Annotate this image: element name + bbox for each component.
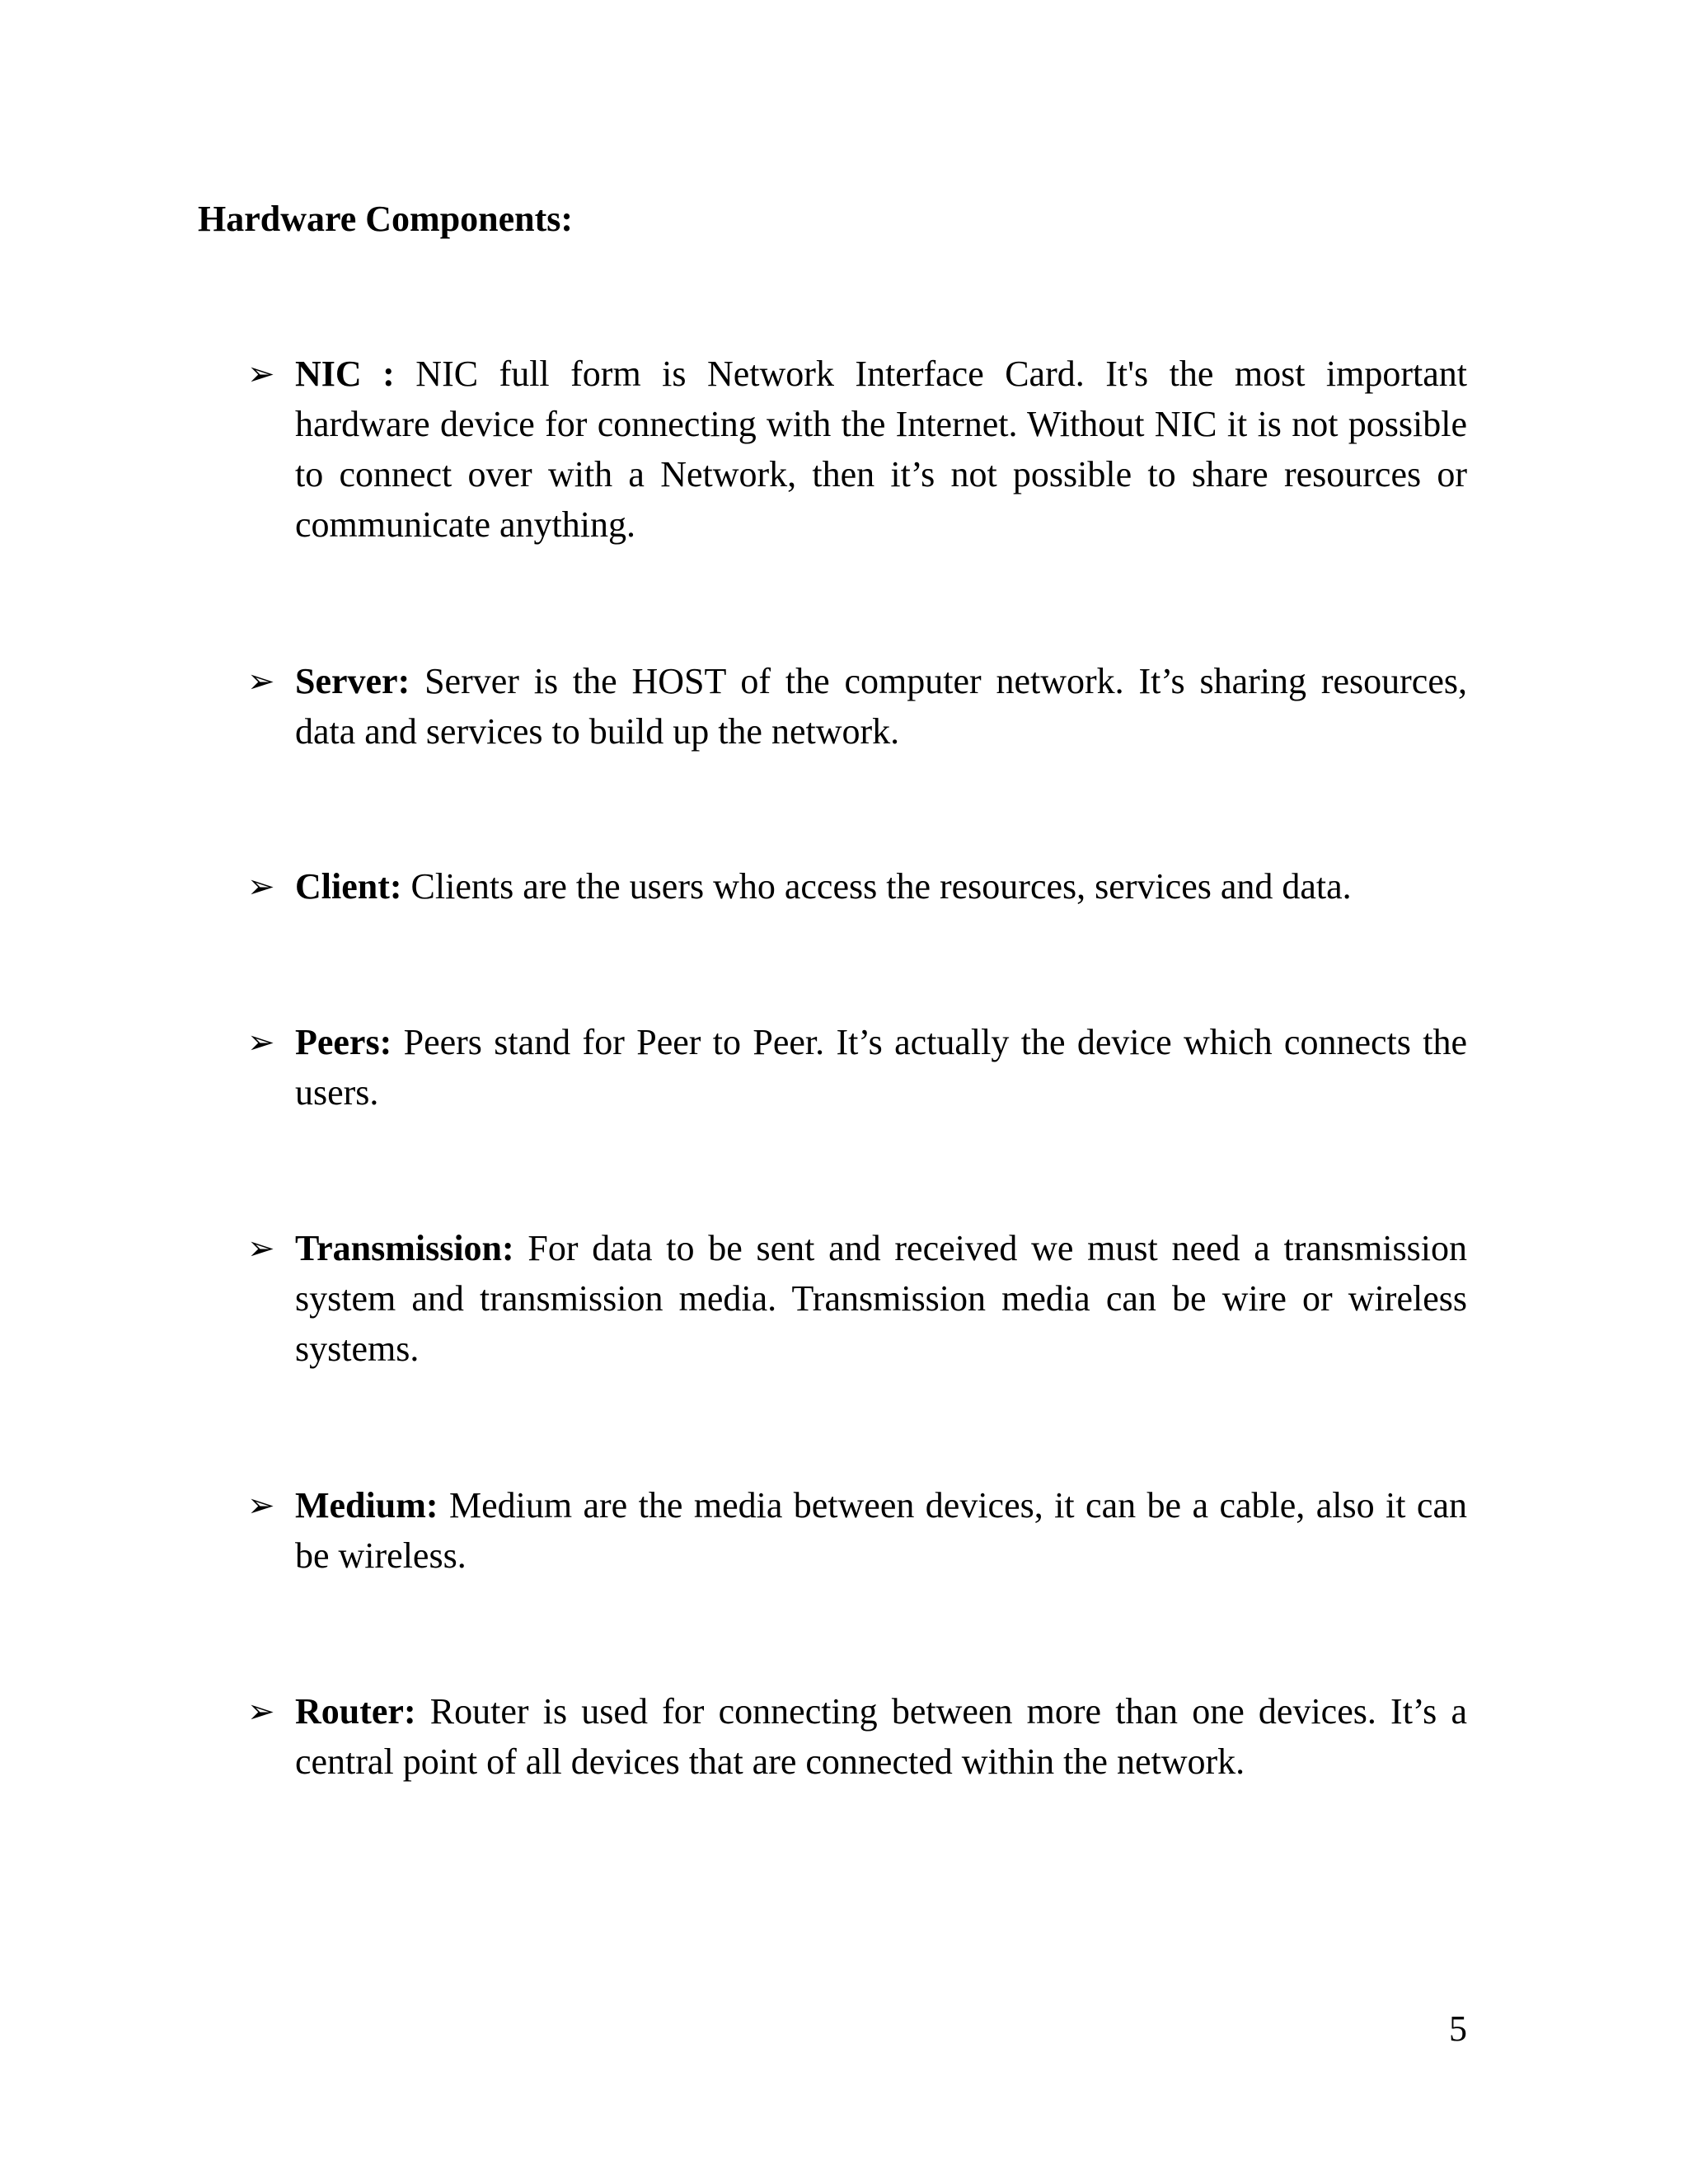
list-item-text xyxy=(295,1017,1467,1118)
list-item-text xyxy=(295,861,1467,912)
arrow-bullet-icon: ➢ xyxy=(247,663,275,700)
arrow-bullet-icon: ➢ xyxy=(247,868,275,905)
arrow-bullet-icon: ➢ xyxy=(247,1487,275,1524)
list-item-description: For data to be sent and received we must need a transmission system and transmission media. Transmission media can be wire or wireless systems. xyxy=(295,1228,1467,1369)
list-item-text xyxy=(295,1686,1467,1787)
arrow-bullet-icon: ➢ xyxy=(247,1693,275,1730)
list-item-description: NIC full form is Network Interface Card. It's the most important hardware device for connecting with the Internet. Without NIC it is not possible to connect over with a Network, then it’s not possible to share resources or communicate anything. xyxy=(295,354,1467,545)
list-item-transmission xyxy=(247,1223,1467,1374)
list-item-term: NIC : xyxy=(295,354,395,394)
list-item-term: Router: xyxy=(295,1691,416,1732)
list-item-description: Clients are the users who access the resources, services and data. xyxy=(401,866,1352,907)
list-item-router xyxy=(247,1686,1467,1787)
list-item-nic xyxy=(247,349,1467,550)
list-item-description: Peers stand for Peer to Peer. It’s actually the device which connects the users. xyxy=(295,1022,1467,1113)
list-item-peers xyxy=(247,1017,1467,1118)
list-item-text xyxy=(295,1480,1467,1581)
list-item-term: Client: xyxy=(295,866,402,907)
list-item-medium xyxy=(247,1480,1467,1581)
list-item-term: Medium: xyxy=(295,1485,438,1526)
arrow-bullet-icon: ➢ xyxy=(247,1230,275,1267)
section-heading: Hardware Components: xyxy=(198,199,574,239)
list-item-server xyxy=(247,656,1467,757)
list-item-term: Peers: xyxy=(295,1022,392,1062)
arrow-bullet-icon: ➢ xyxy=(247,1024,275,1061)
list-item-text xyxy=(295,349,1467,550)
list-item-description: Server is the HOST of the computer network. It’s sharing resources, data and services to build up the network. xyxy=(295,661,1467,752)
list-item-text xyxy=(295,656,1467,757)
list-item-text xyxy=(295,1223,1467,1374)
list-item-client xyxy=(247,861,1467,912)
list-item-description: Router is used for connecting between more than one devices. It’s a central point of all devices that are connected within the network. xyxy=(295,1691,1467,1782)
page-number: 5 xyxy=(1449,2008,1467,2049)
list-item-description: Medium are the media between devices, it can be a cable, also it can be wireless. xyxy=(295,1485,1467,1576)
list-item-term: Server: xyxy=(295,661,410,701)
arrow-bullet-icon: ➢ xyxy=(247,355,275,392)
list-item-term: Transmission: xyxy=(295,1228,514,1268)
